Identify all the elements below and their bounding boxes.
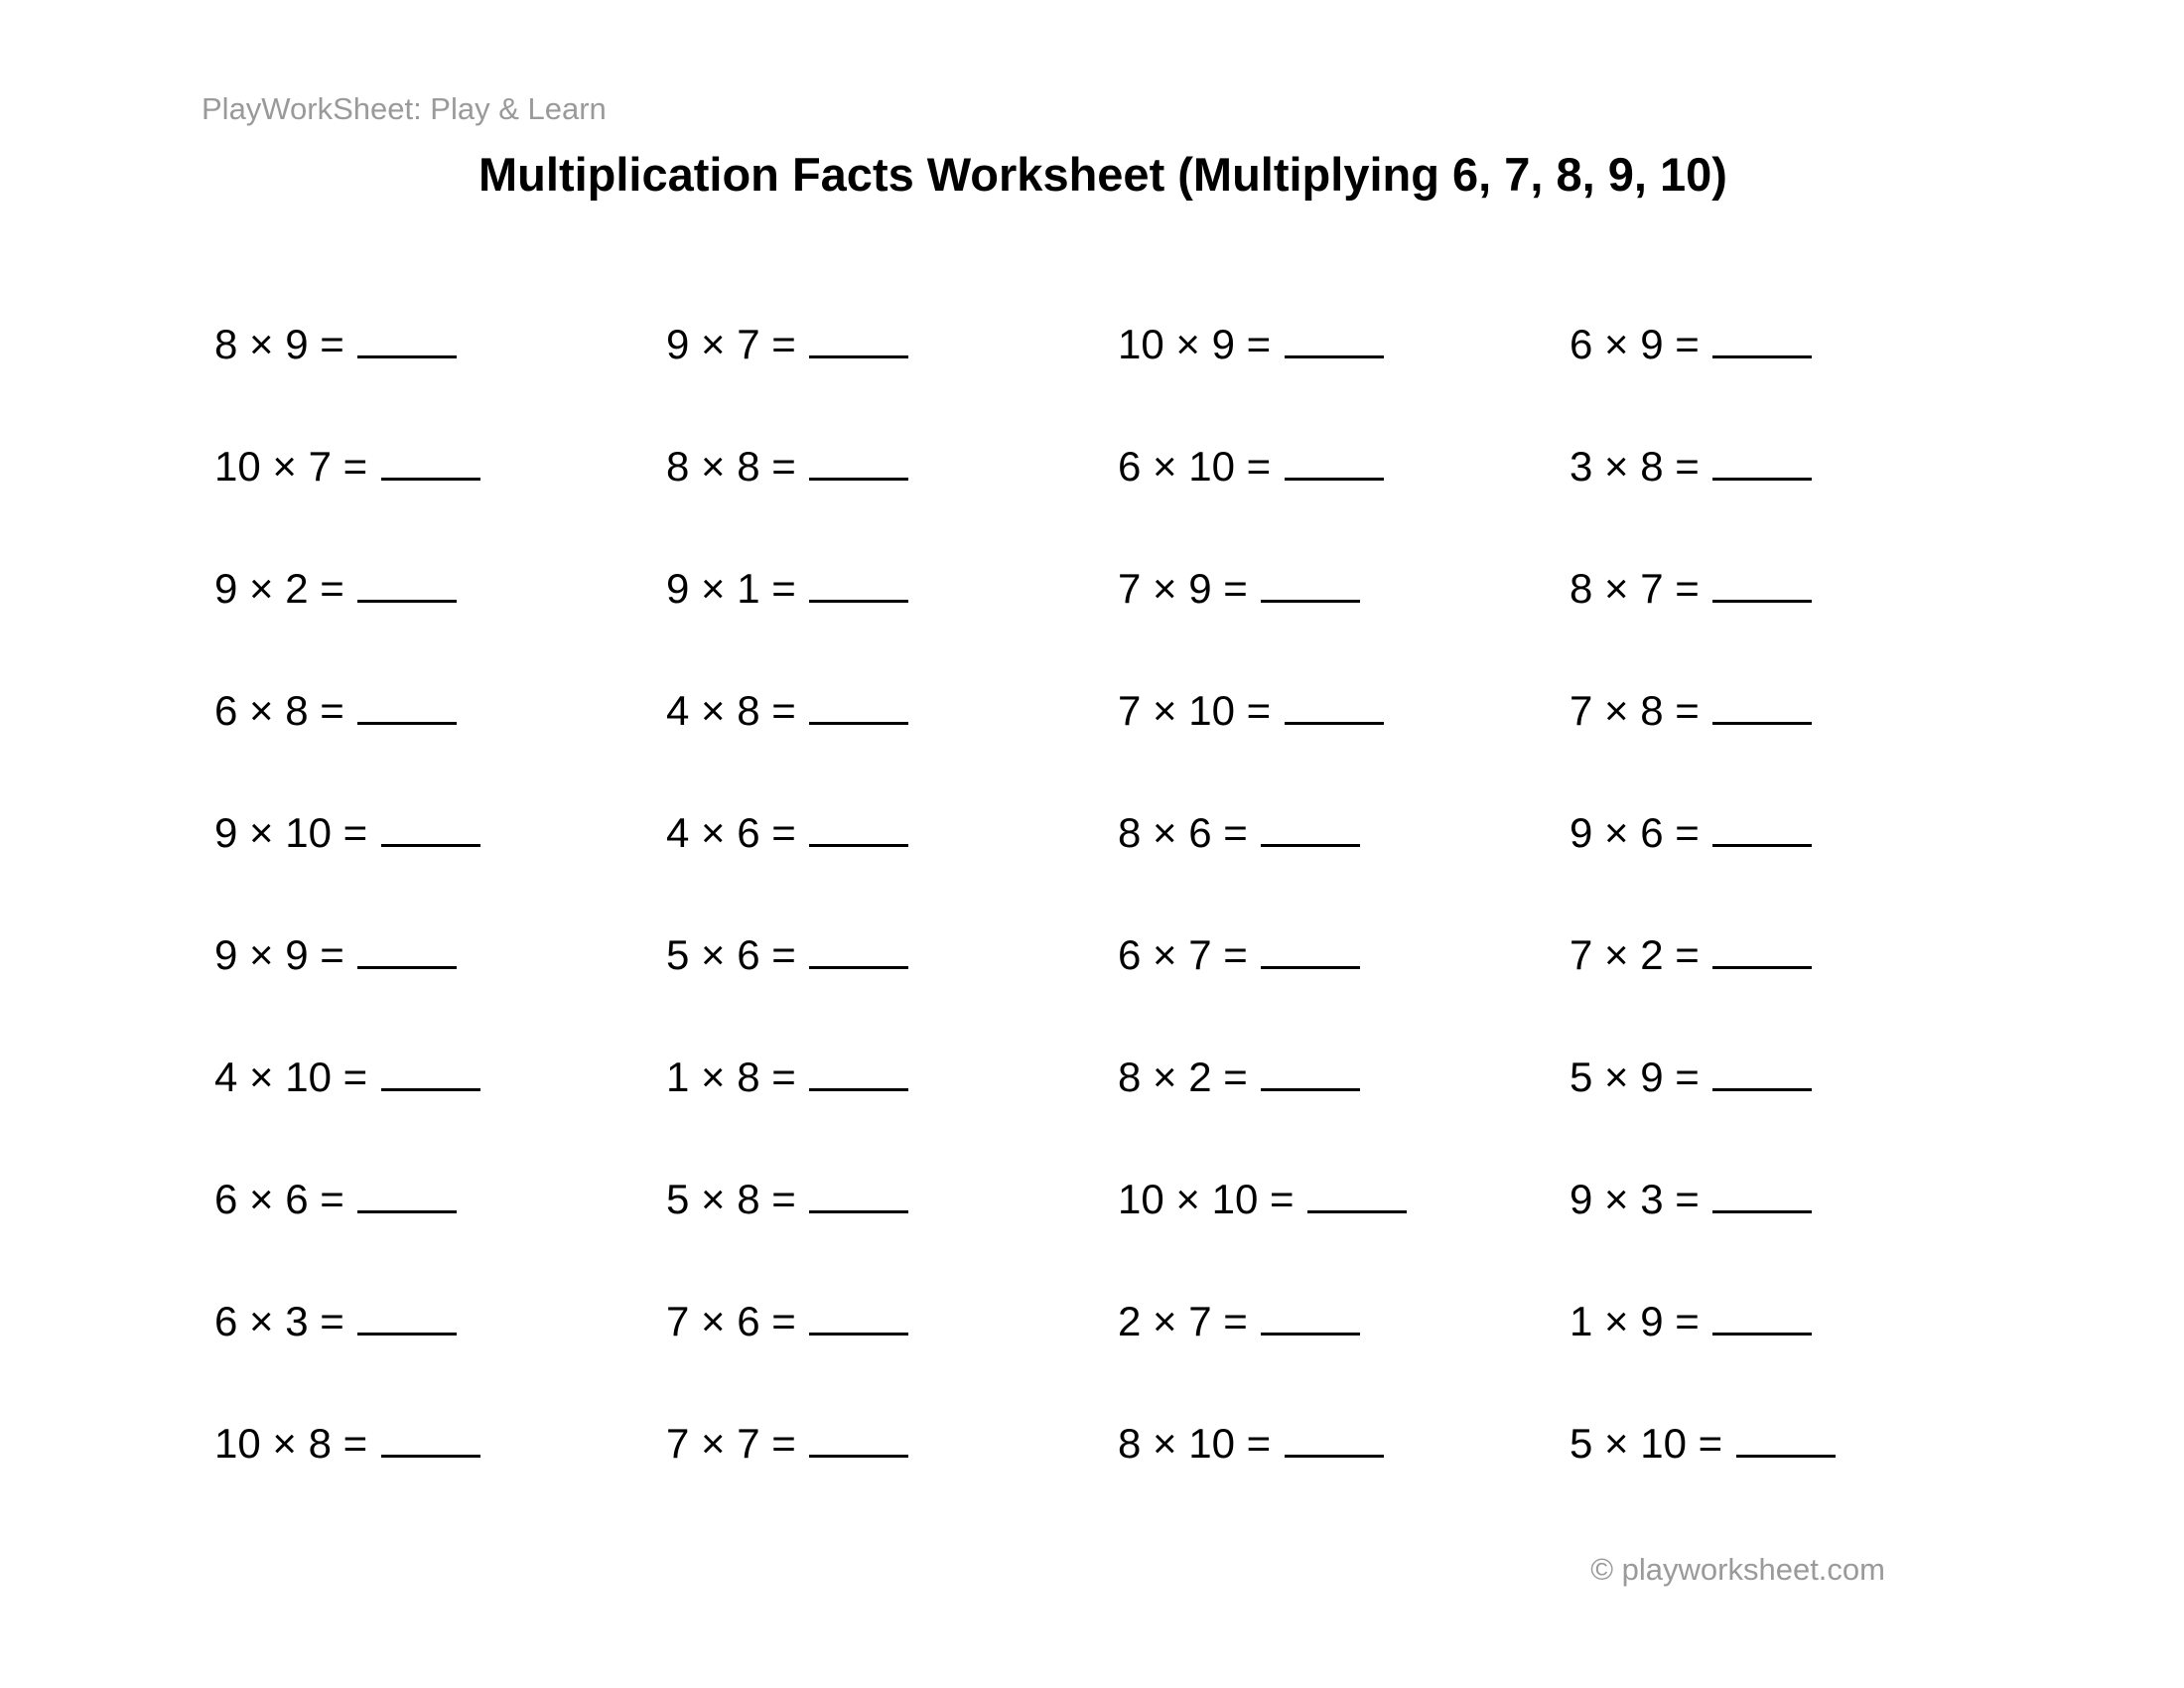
problem-expression: 9 × 3 = (1570, 1176, 1700, 1222)
answer-blank[interactable] (1712, 1167, 1812, 1213)
problem-expression: 9 × 6 = (1570, 809, 1700, 856)
problem-expression: 7 × 10 = (1118, 687, 1272, 734)
problem-expression: 10 × 8 = (214, 1420, 368, 1467)
answer-blank[interactable] (381, 1045, 480, 1091)
answer-blank[interactable] (1285, 1411, 1384, 1458)
answer-blank[interactable] (809, 678, 908, 725)
answer-blank[interactable] (1712, 312, 1812, 358)
problem-expression: 4 × 10 = (214, 1054, 368, 1100)
problem-item (666, 556, 1118, 678)
problem-item (666, 312, 1118, 434)
problem-item (1118, 678, 1570, 800)
problem-item (214, 434, 666, 556)
brand-text: PlayWorkSheet: Play & Learn (202, 91, 607, 126)
answer-blank[interactable] (357, 1289, 457, 1336)
problem-item (1118, 922, 1570, 1045)
problem-item (1570, 1289, 2021, 1411)
answer-blank[interactable] (381, 1411, 480, 1458)
answer-blank[interactable] (357, 1167, 457, 1213)
answer-blank[interactable] (357, 922, 457, 969)
problem-expression: 9 × 7 = (666, 321, 796, 367)
answer-blank[interactable] (809, 922, 908, 969)
copyright-text: © playworksheet.com (1590, 1552, 1885, 1587)
problem-item (666, 1167, 1118, 1289)
problem-item (1570, 1045, 2021, 1167)
problem-item (214, 1167, 666, 1289)
problem-expression: 1 × 9 = (1570, 1298, 1700, 1344)
problem-expression: 6 × 6 = (214, 1176, 344, 1222)
problem-item (666, 922, 1118, 1045)
problem-expression: 5 × 9 = (1570, 1054, 1700, 1100)
problem-expression: 3 × 8 = (1570, 443, 1700, 490)
problem-expression: 9 × 2 = (214, 565, 344, 612)
problem-item (214, 800, 666, 922)
problem-expression: 6 × 10 = (1118, 443, 1272, 490)
problem-expression: 10 × 9 = (1118, 321, 1272, 367)
answer-blank[interactable] (809, 1411, 908, 1458)
problem-item (1570, 434, 2021, 556)
answer-blank[interactable] (1307, 1167, 1407, 1213)
problem-item (666, 434, 1118, 556)
problem-expression: 2 × 7 = (1118, 1298, 1248, 1344)
problem-item (666, 1411, 1118, 1533)
page-title: Multiplication Facts Worksheet (Multiplying 6, 7, 8, 9, 10) (478, 148, 1727, 201)
problem-item (1570, 922, 2021, 1045)
problem-expression: 5 × 8 = (666, 1176, 796, 1222)
problem-expression: 6 × 7 = (1118, 931, 1248, 978)
problem-item (1570, 312, 2021, 434)
problem-expression: 4 × 8 = (666, 687, 796, 734)
answer-blank[interactable] (1261, 556, 1360, 603)
problem-expression: 9 × 10 = (214, 809, 368, 856)
problem-item (1118, 1411, 1570, 1533)
answer-blank[interactable] (809, 1045, 908, 1091)
problem-expression: 6 × 3 = (214, 1298, 344, 1344)
problem-item (666, 1289, 1118, 1411)
problem-expression: 4 × 6 = (666, 809, 796, 856)
answer-blank[interactable] (1285, 312, 1384, 358)
answer-blank[interactable] (381, 800, 480, 847)
problem-item (666, 678, 1118, 800)
answer-blank[interactable] (357, 678, 457, 725)
answer-blank[interactable] (1261, 1045, 1360, 1091)
problem-item (214, 922, 666, 1045)
answer-blank[interactable] (1736, 1411, 1836, 1458)
problem-item (1118, 800, 1570, 922)
answer-blank[interactable] (1712, 1045, 1812, 1091)
problem-expression: 9 × 9 = (214, 931, 344, 978)
problem-item (666, 800, 1118, 922)
answer-blank[interactable] (1712, 434, 1812, 481)
answer-blank[interactable] (1261, 800, 1360, 847)
answer-blank[interactable] (809, 1167, 908, 1213)
problem-item (214, 1045, 666, 1167)
problem-item (1118, 1045, 1570, 1167)
answer-blank[interactable] (357, 312, 457, 358)
answer-blank[interactable] (809, 434, 908, 481)
answer-blank[interactable] (809, 556, 908, 603)
problem-item (1118, 556, 1570, 678)
answer-blank[interactable] (1261, 922, 1360, 969)
problem-item (1118, 434, 1570, 556)
problem-item (214, 678, 666, 800)
problem-item (214, 1289, 666, 1411)
problem-expression: 5 × 10 = (1570, 1420, 1723, 1467)
answer-blank[interactable] (1712, 556, 1812, 603)
answer-blank[interactable] (809, 312, 908, 358)
answer-blank[interactable] (1285, 434, 1384, 481)
problem-expression: 8 × 2 = (1118, 1054, 1248, 1100)
problem-item (1570, 800, 2021, 922)
problem-expression: 8 × 6 = (1118, 809, 1248, 856)
problem-expression: 9 × 1 = (666, 565, 796, 612)
problem-expression: 6 × 8 = (214, 687, 344, 734)
problem-item (666, 1045, 1118, 1167)
answer-blank[interactable] (1712, 1289, 1812, 1336)
problem-item (214, 556, 666, 678)
problem-expression: 7 × 2 = (1570, 931, 1700, 978)
answer-blank[interactable] (357, 556, 457, 603)
problem-expression: 8 × 9 = (214, 321, 344, 367)
problem-expression: 6 × 9 = (1570, 321, 1700, 367)
problem-item (1570, 678, 2021, 800)
answer-blank[interactable] (1712, 922, 1812, 969)
problem-expression: 8 × 10 = (1118, 1420, 1272, 1467)
problem-item (1570, 1411, 2021, 1533)
problem-expression: 1 × 8 = (666, 1054, 796, 1100)
problem-item (1570, 1167, 2021, 1289)
problem-item (1118, 1167, 1570, 1289)
answer-blank[interactable] (809, 800, 908, 847)
problem-expression: 5 × 6 = (666, 931, 796, 978)
problem-expression: 10 × 10 = (1118, 1176, 1295, 1222)
problem-expression: 10 × 7 = (214, 443, 368, 490)
answer-blank[interactable] (381, 434, 480, 481)
problem-item (1118, 312, 1570, 434)
answer-blank[interactable] (1712, 800, 1812, 847)
answer-blank[interactable] (809, 1289, 908, 1336)
answer-blank[interactable] (1285, 678, 1384, 725)
problem-expression: 7 × 8 = (1570, 687, 1700, 734)
problem-item (214, 1411, 666, 1533)
answer-blank[interactable] (1261, 1289, 1360, 1336)
problem-expression: 7 × 7 = (666, 1420, 796, 1467)
problem-item (1118, 1289, 1570, 1411)
problem-expression: 8 × 7 = (1570, 565, 1700, 612)
problem-item (1570, 556, 2021, 678)
problem-expression: 7 × 6 = (666, 1298, 796, 1344)
problem-expression: 7 × 9 = (1118, 565, 1248, 612)
problem-grid (214, 312, 2021, 1533)
answer-blank[interactable] (1712, 678, 1812, 725)
problem-item (214, 312, 666, 434)
problem-expression: 8 × 8 = (666, 443, 796, 490)
